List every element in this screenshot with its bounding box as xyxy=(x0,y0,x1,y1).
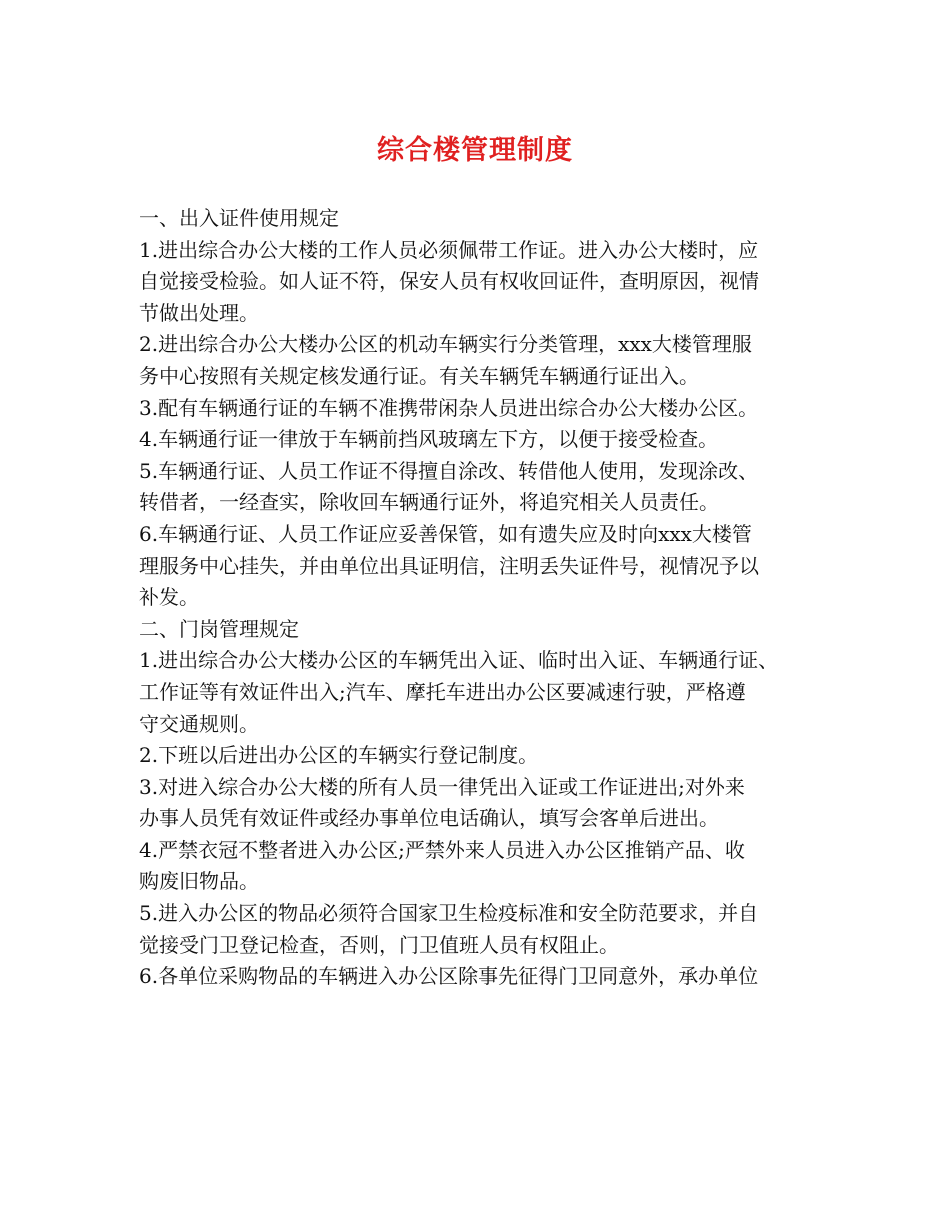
paragraph-line: 3.配有车辆通行证的车辆不准携带闲杂人员进出综合办公大楼办公区。 xyxy=(139,395,759,420)
section-heading-1: 一、出入证件使用规定 xyxy=(139,206,339,230)
paragraph-line: 1.进出综合办公大楼办公区的车辆凭出入证、临时出入证、车辆通行证、 xyxy=(139,648,779,673)
paragraph-line: 6.各单位采购物品的车辆进入办公区除事先征得门卫同意外，承办单位 xyxy=(139,964,759,989)
paragraph-line: 转借者，一经查实，除收回车辆通行证外，将追究相关人员责任。 xyxy=(139,490,719,515)
paragraph-line: 6.车辆通行证、人员工作证应妥善保管，如有遗失应及时向xxx大楼管 xyxy=(139,521,752,546)
paragraph-line: 理服务中心挂失，并由单位出具证明信，注明丢失证件号，视情况予以 xyxy=(139,553,759,578)
paragraph-line: 办事人员凭有效证件或经办事单位电话确认，填写会客单后进出。 xyxy=(139,806,719,831)
paragraph-line: 觉接受门卫登记检查，否则，门卫值班人员有权阻止。 xyxy=(139,932,619,957)
paragraph-line: 5.进入办公区的物品必须符合国家卫生检疫标准和安全防范要求，并自 xyxy=(139,901,759,926)
paragraph-line: 3.对进入综合办公大楼的所有人员一律凭出入证或工作证进出;对外来 xyxy=(139,774,745,799)
paragraph-line: 工作证等有效证件出入;汽车、摩托车进出办公区要减速行驶，严格遵 xyxy=(139,679,746,704)
paragraph-line: 购废旧物品。 xyxy=(139,869,259,894)
paragraph-line: 1.进出综合办公大楼的工作人员必须佩带工作证。进入办公大楼时，应 xyxy=(139,237,759,262)
paragraph-line: 自觉接受检验。如人证不符，保安人员有权收回证件，查明原因，视情 xyxy=(139,269,759,294)
paragraph-line: 2.下班以后进出办公区的车辆实行登记制度。 xyxy=(139,743,539,768)
paragraph-line: 节做出处理。 xyxy=(139,300,259,325)
document-title: 综合楼管理制度 xyxy=(377,135,573,166)
paragraph-line: 4.严禁衣冠不整者进入办公区;严禁外来人员进入办公区推销产品、收 xyxy=(139,837,745,862)
paragraph-line: 务中心按照有关规定核发通行证。有关车辆凭车辆通行证出入。 xyxy=(139,363,699,388)
paragraph-line: 4.车辆通行证一律放于车辆前挡风玻璃左下方，以便于接受检查。 xyxy=(139,427,719,452)
paragraph-line: 补发。 xyxy=(139,585,199,610)
paragraph-line: 5.车辆通行证、人员工作证不得擅自涂改、转借他人使用，发现涂改、 xyxy=(139,458,759,483)
document-body xyxy=(139,203,834,993)
section-heading-2: 二、门岗管理规定 xyxy=(139,616,299,641)
paragraph-line: 守交通规则。 xyxy=(139,711,259,736)
paragraph-line: 2.进出综合办公大楼办公区的机动车辆实行分类管理，xxx大楼管理服 xyxy=(139,332,752,357)
